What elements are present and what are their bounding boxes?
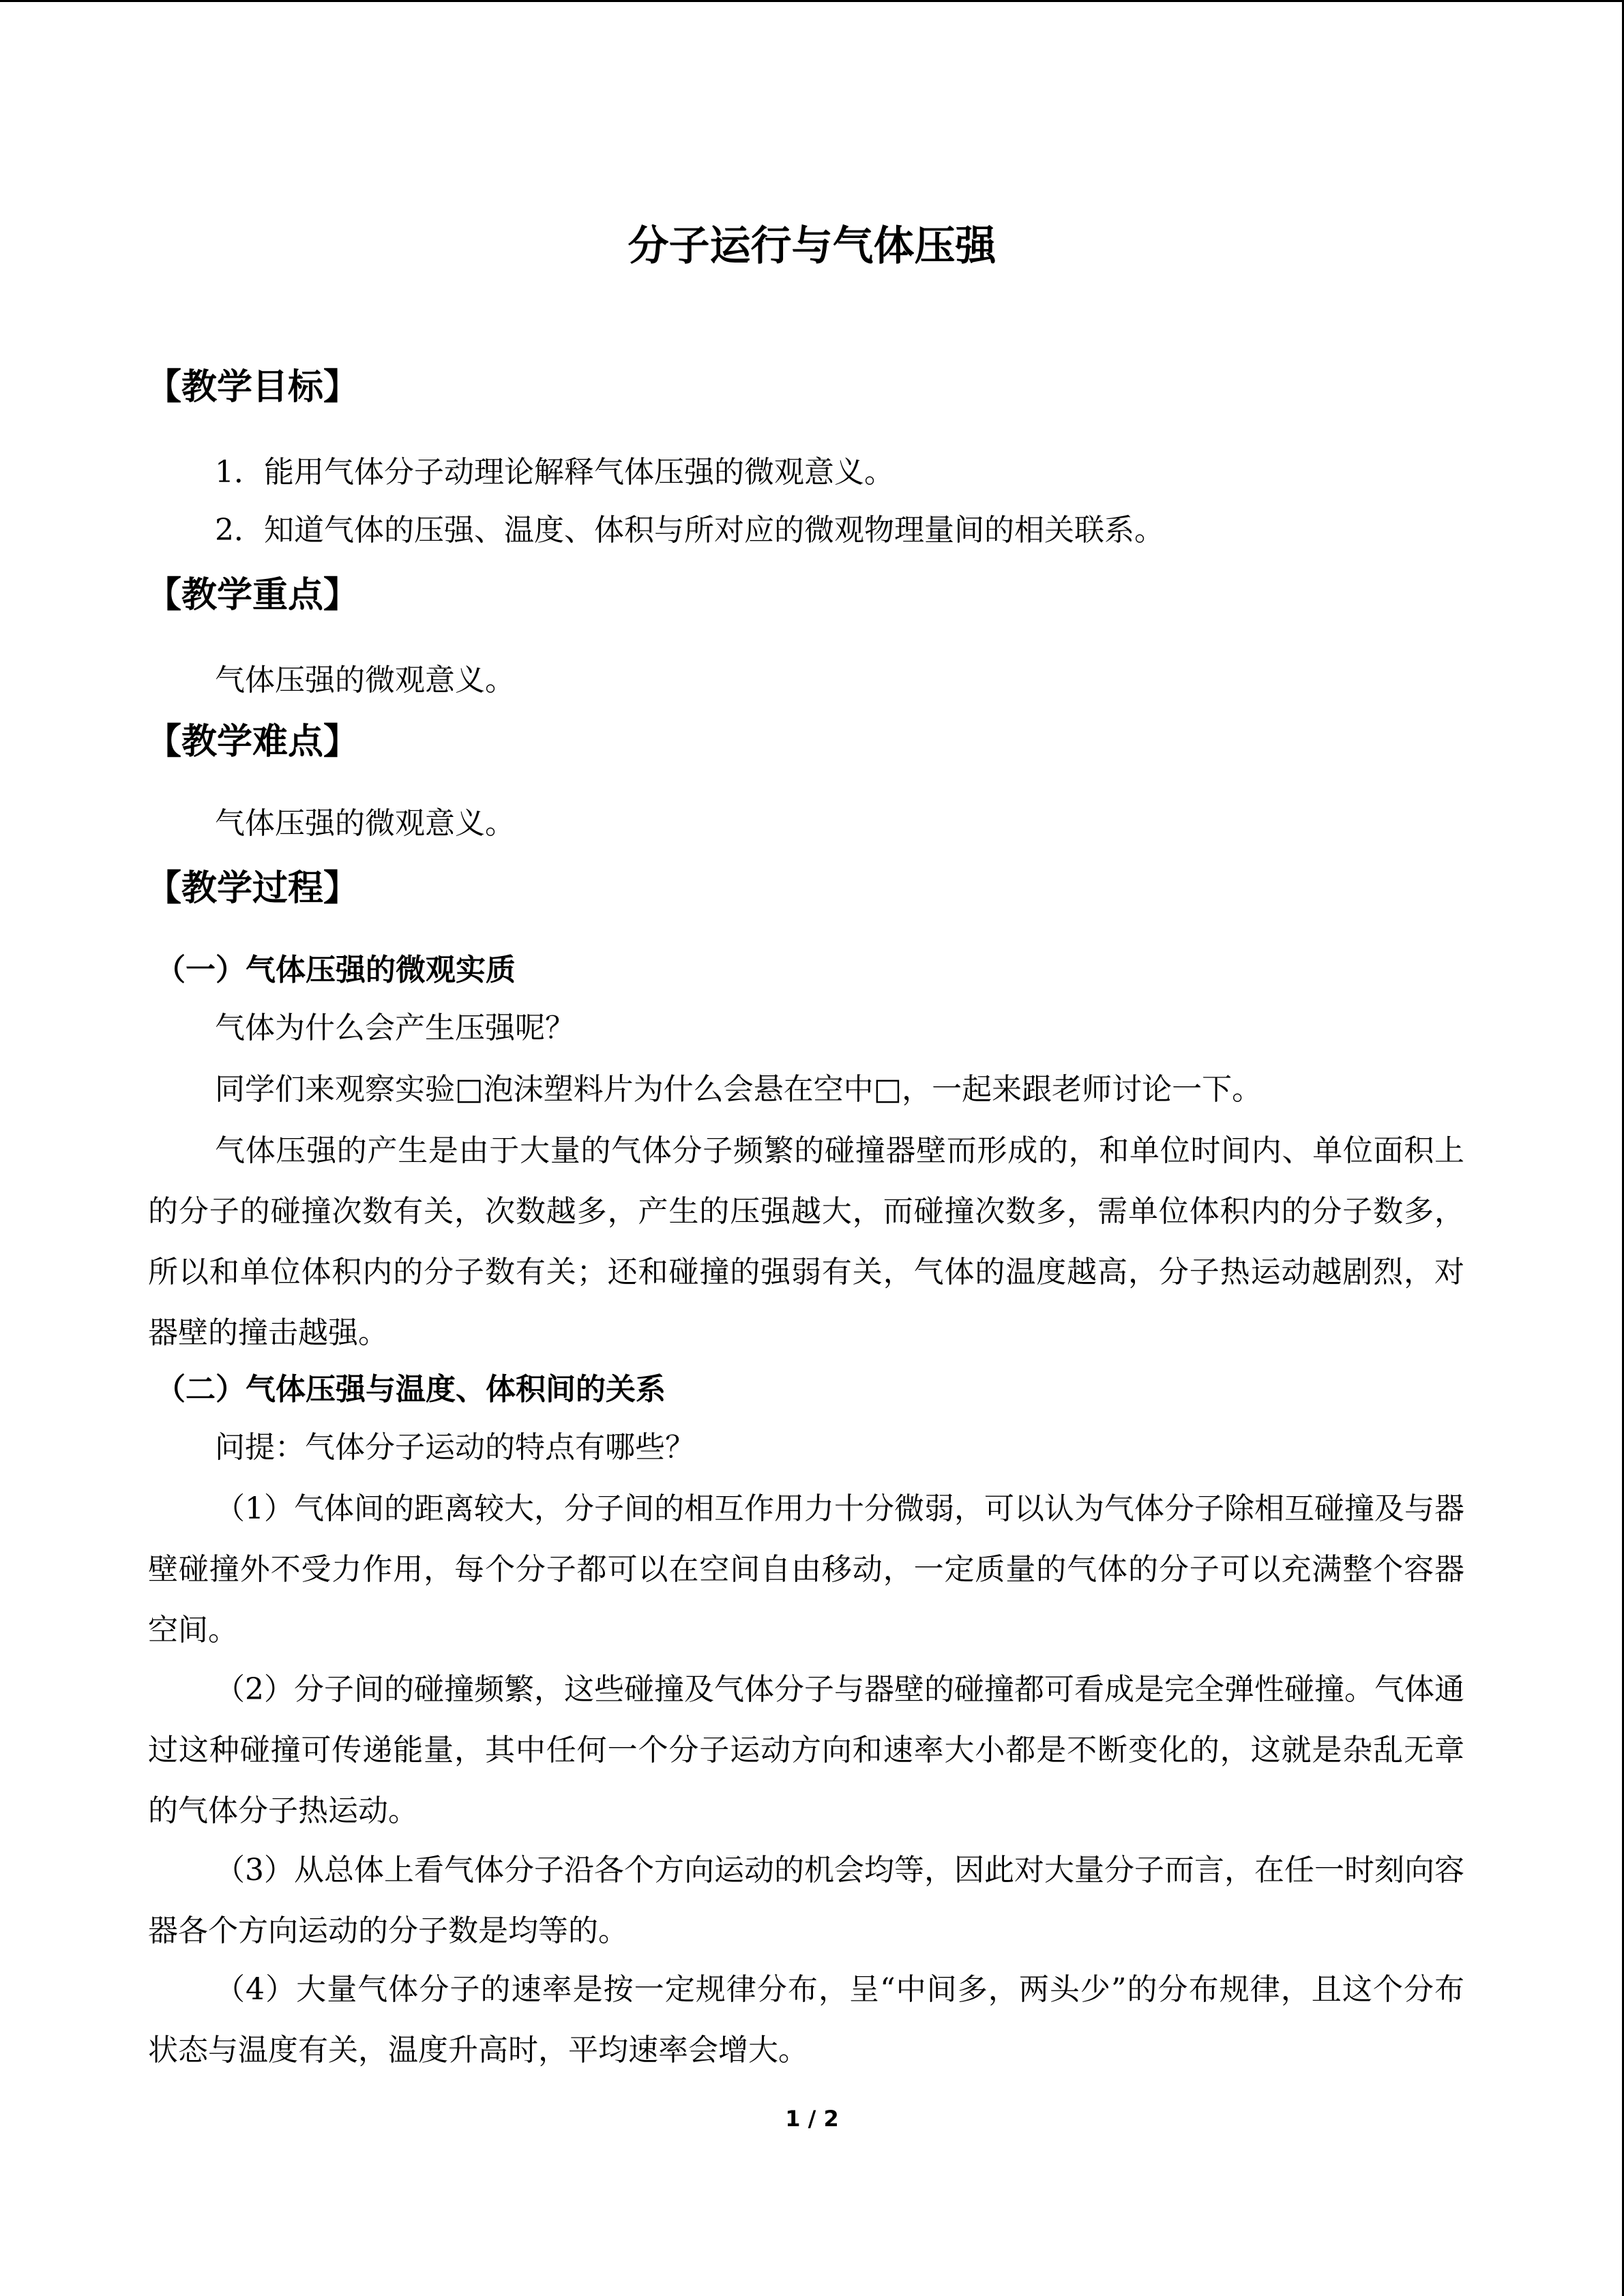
objectives-heading: 【教学目标】 bbox=[146, 367, 359, 408]
key-points-text: 气体压强的微观意义。 bbox=[215, 663, 515, 698]
difficulties-heading: 【教学难点】 bbox=[146, 721, 359, 762]
part1-heading: （一）气体压强的微观实质 bbox=[156, 953, 516, 987]
part1-explanation: 气体压强的产生是由于大量的气体分子频繁的碰撞器壁而形成的，和单位时间内、单位面积上的分子的碰撞次数有关，次数越多，产生的压强越大，而碰撞次数多，需单位体积内的分子数多，所以和单位体积内的分子数有关；还和碰撞的强弱有关，气体的温度越高，分子热运动越剧烈，对器壁的撞击越强。 bbox=[148, 1133, 1464, 1350]
objective-item-1: 1．能用气体分子动理论解释气体压强的微观意义。 bbox=[215, 455, 894, 490]
part1-question: 气体为什么会产生压强呢？ bbox=[215, 1011, 575, 1045]
part2-heading: （二）气体压强与温度、体积间的关系 bbox=[156, 1372, 666, 1407]
part2-question: 问提：气体分子运动的特点有哪些？ bbox=[215, 1430, 695, 1465]
part2-point-1: （1）气体间的距离较大，分子间的相互作用力十分微弱，可以认为气体分子除相互碰撞及与器壁碰撞外不受力作用，每个分子都可以在空间自由移动，一定质量的气体的分子可以充满整个容器空间。 bbox=[148, 1491, 1464, 1648]
objective-item-2: 2．知道气体的压强、温度、体积与所对应的微观物理量间的相关联系。 bbox=[215, 513, 1164, 548]
part2-point-3: （3）从总体上看气体分子沿各个方向运动的机会均等，因此对大量分子而言，在任一时刻向容器各个方向运动的分子数是均等的。 bbox=[148, 1853, 1464, 1948]
difficulties-text: 气体压强的微观意义。 bbox=[215, 806, 515, 841]
part2-point-2: （2）分子间的碰撞频繁，这些碰撞及气体分子与器壁的碰撞都可看成是完全弹性碰撞。气体通过这种碰撞可传递能量，其中任何一个分子运动方向和速率大小都是不断变化的，这就是杂乱无章的气体分子热运动。 bbox=[148, 1672, 1464, 1828]
process-heading: 【教学过程】 bbox=[146, 868, 359, 909]
key-points-heading: 【教学重点】 bbox=[146, 575, 359, 616]
part1-observe: 同学们来观察实验□泡沫塑料片为什么会悬在空中□，一起来跟老师讨论一下。 bbox=[215, 1072, 1263, 1107]
page-title: 分子运行与气体压强 bbox=[628, 222, 996, 270]
page-number: 1 / 2 bbox=[785, 2106, 839, 2132]
part2-point-4: （4）大量气体分子的速率是按一定规律分布，呈“中间多，两头少”的分布规律，且这个分布状态与温度有关，温度升高时，平均速率会增大。 bbox=[148, 1972, 1464, 2068]
